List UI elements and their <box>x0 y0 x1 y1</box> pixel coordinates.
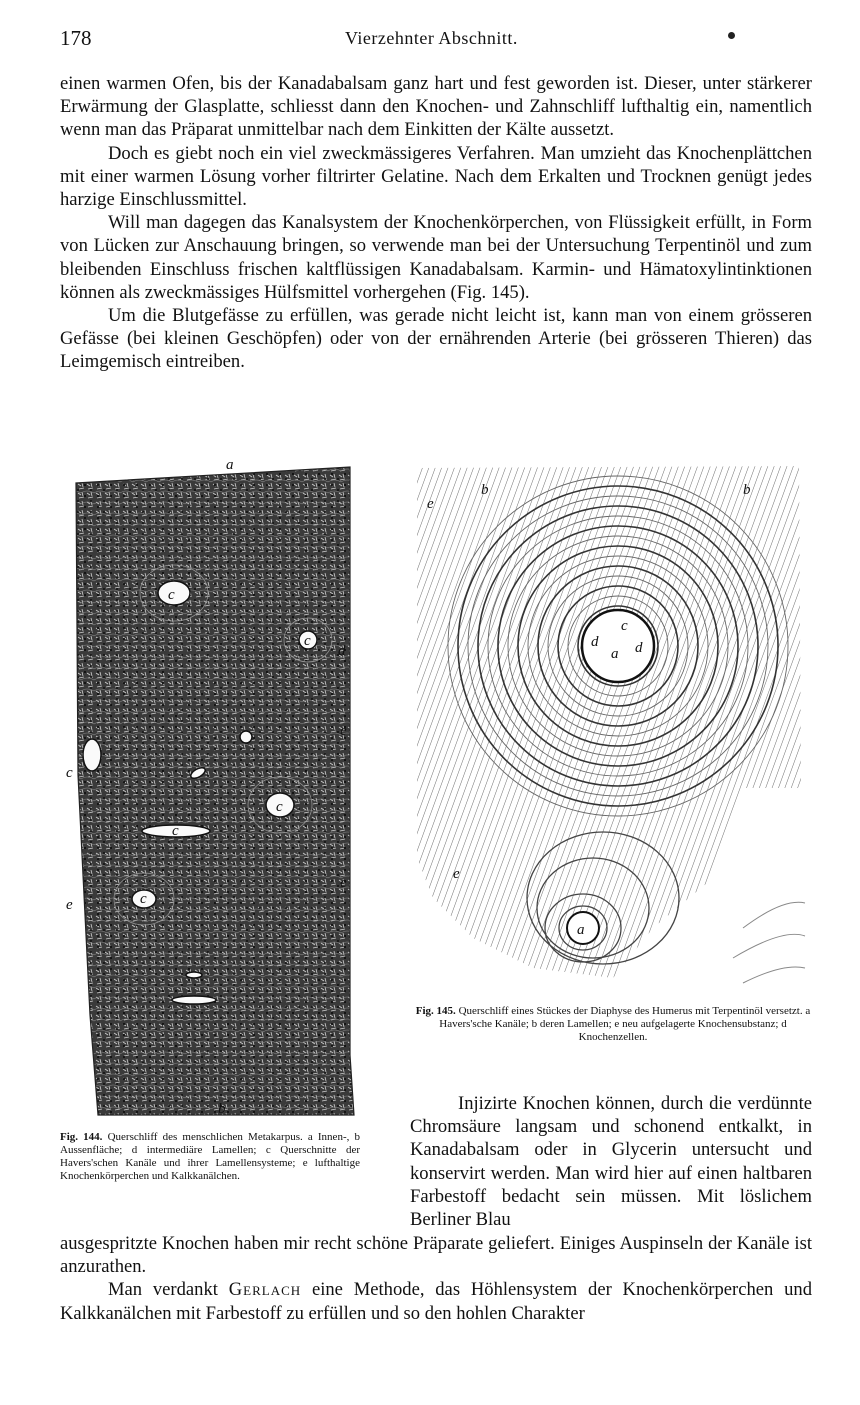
fig145-label-b1: b <box>481 482 489 498</box>
fig144-label-e2: e <box>340 875 347 891</box>
fig144-caption-label: Fig. 144. <box>60 1131 103 1143</box>
fig145-label-c: c <box>621 618 628 634</box>
paragraph-2: Doch es giebt noch ein viel zweckmässigeres Verfahren. Man umzieht das Knochenplättchen mit einer warmen Lösung vorher filtrirter Gelatine. Nach dem Erkalten und Trocknen genügt jedes harzige Einschlussmittel. <box>60 142 812 211</box>
author-name-gerlach: Gerlach <box>228 1279 302 1301</box>
fig144-label-e3: e <box>66 897 73 913</box>
fig144-label-a: a <box>226 457 234 473</box>
fig145-label-d1: d <box>591 634 599 650</box>
paragraph-6 <box>60 1278 812 1324</box>
paragraph-5-continued: ausgespritzte Knochen haben mir recht schöne Präparate geliefert. Einiges Auspinseln der Kanäle ist anzurathen. <box>60 1233 812 1278</box>
main-text-bottom <box>60 1232 812 1325</box>
figure-145-illustration <box>413 458 805 993</box>
fig145-label-e2: e <box>453 866 460 882</box>
fig145-caption-label: Fig. 145. <box>415 1005 456 1017</box>
fig144-label-c6: c <box>140 891 147 907</box>
fig144-label-c5: c <box>172 823 179 839</box>
figure-144-caption <box>60 1131 360 1183</box>
running-head: Vierzehnter Abschnitt. <box>345 28 518 48</box>
fig144-label-c1: c <box>168 587 175 603</box>
fig144-label-e1: e <box>340 723 347 739</box>
fig144-label-d: d <box>338 643 346 659</box>
fig145-label-d2: d <box>635 640 643 656</box>
paragraph-6-pre: Man verdankt <box>108 1279 218 1301</box>
paragraph-1: einen warmen Ofen, bis der Kanadabalsam ganz hart und fest geworden ist. Dieser, unter stärkerer Erwärmung der Glasplatte, schliesst dann den Knochen- und Zahnschliff lufthaltig ein, namentlich wenn man das Präparat unmittelbar nach dem Einkitten der Kälte aussetzt. <box>60 73 812 141</box>
fig145-label-e1: e <box>427 496 434 512</box>
fig145-label-a2: a <box>577 922 585 938</box>
fig145-label-a: a <box>611 646 619 662</box>
paragraph-4: Um die Blutgefässe zu erfüllen, was gerade nicht leicht ist, kann man von einem grösseren Gefässe (bei kleinen Geschöpfen) oder von der ernährenden Arterie (bei grösseren Thieren) das Leimgemisch eintreiben. <box>60 305 812 373</box>
right-column-text <box>410 1092 812 1231</box>
paragraph-6-post: eine Methode, das Höhlensystem der Knochenkörperchen und Kalkkanälchen mit Farbestoff zu erfüllen und so den hohlen Charakter <box>60 1279 812 1324</box>
figure-145-caption <box>413 1005 813 1044</box>
fig144-label-c3: c <box>66 765 73 781</box>
paragraph-3: Will man dagegen das Kanalsystem der Knochenkörperchen, von Flüssigkeit erfüllt, in Form von Lücken zur Anschauung bringen, so verwende man bei der Untersuchung Terpentinöl und zum bleibenden Einschluss frischen kaltflüssigen Kanadabalsam. Karmin- und Hämatoxylintinktionen können als zweckmässiges Hülfsmittel vorhergehen (Fig. 145). <box>60 212 812 303</box>
page-number: 178 <box>60 26 92 50</box>
page-header <box>60 26 812 52</box>
fig145-caption-text: Querschliff eines Stückes der Diaphyse des Humerus mit Terpentinöl versetzt. a Havers'sche Kanäle; b deren Lamellen; e neu aufgelagerte Knochensubstanz; d Knochenzellen. <box>439 1005 811 1043</box>
figure-144-illustration <box>68 455 366 1120</box>
ink-speck <box>728 32 735 39</box>
paragraph-5-start: Injizirte Knochen können, durch die verdünnte Chromsäure langsam und schonend entkalkt, in Kanadabalsam oder in Glycerin untersucht und konservirt werden. Man wird hier auf einen haltbaren Farbestoff bedacht sein müssen. Mit löslichem Berliner Blau <box>410 1093 812 1231</box>
main-text-top <box>60 72 812 374</box>
fig144-caption-text: Querschliff des menschlichen Metakarpus. a Innen-, b Aussenfläche; d intermediäre Lamellen; c Querschnitte der Havers'schen Kanäle und ihrer Lamellensysteme; e lufthaltige Knochenkörperchen und Kalkkanälchen. <box>60 1131 360 1182</box>
fig144-label-c2: c <box>304 633 311 649</box>
fig144-label-b: b <box>218 1101 226 1117</box>
fig145-label-b2: b <box>743 482 751 498</box>
fig144-label-c4: c <box>276 799 283 815</box>
